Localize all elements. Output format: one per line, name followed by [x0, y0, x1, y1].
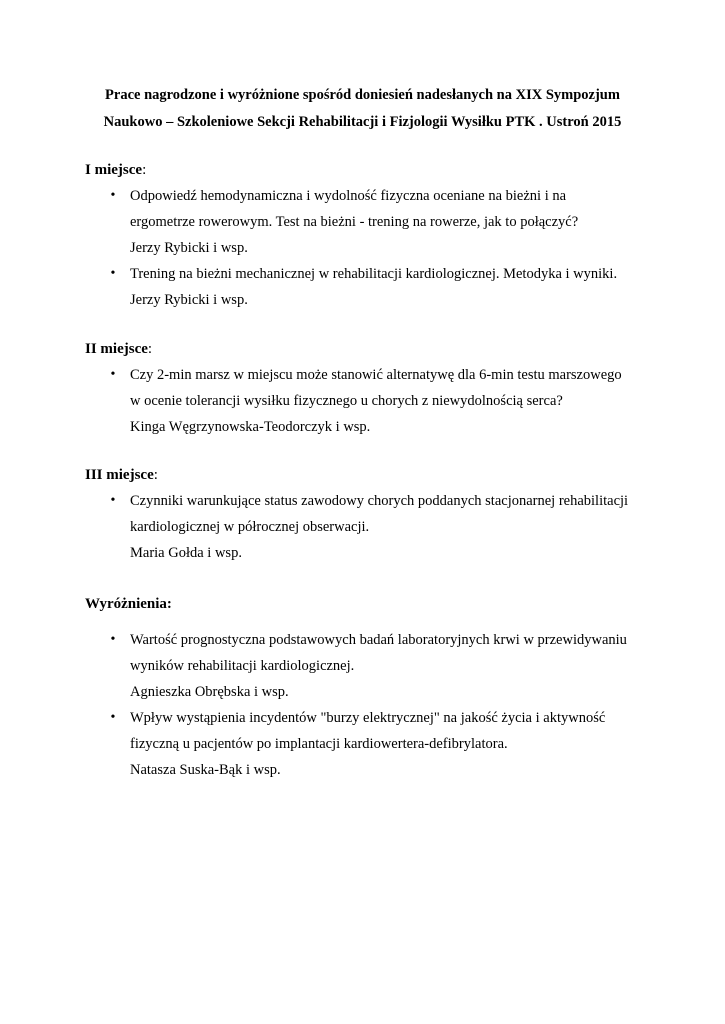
award-title-line: Wartość prognostyczna podstawowych badań laboratoryjnych krwi w przewidywaniu: [130, 632, 627, 648]
award-title-line: Czynniki warunkujące status zawodowy chorych poddanych stacjonarnej rehabilitacji: [130, 493, 629, 509]
section-heading-label: III miejsce: [85, 467, 154, 483]
bullet-icon: •: [110, 188, 116, 203]
section-heading-colon: :: [153, 467, 158, 483]
award-title-line: kardiologicznej w półrocznej obserwacji.: [130, 519, 370, 535]
award-title-line: w ocenie tolerancji wysiłku fizycznego u chorych z niewydolnością serca?: [130, 393, 563, 409]
award-title-line: Trening na bieżni mechanicznej w rehabilitacji kardiologicznej. Metodyka i wyniki.: [130, 266, 618, 282]
award-list: [85, 627, 675, 783]
section-heading-label: I miejsce: [85, 162, 143, 178]
award-authors: Natasza Suska-Bąk i wsp.: [130, 762, 281, 778]
award-authors: Kinga Węgrzynowska-Teodorczyk i wsp.: [130, 419, 371, 435]
section-second-place: [85, 336, 675, 440]
award-item: [85, 362, 675, 440]
bullet-icon: •: [110, 632, 116, 647]
award-authors: Jerzy Rybicki i wsp.: [130, 240, 248, 256]
award-item: [85, 183, 675, 261]
section-heading: [85, 157, 675, 183]
award-title-line: Odpowiedź hemodynamiczna i wydolność fizyczna oceniane na bieżni i na: [130, 188, 567, 204]
bullet-icon: •: [110, 493, 116, 508]
section-first-place: [85, 157, 675, 313]
title-line-1: Prace nagrodzone i wyróżnione spośród doniesień nadesłanych na XIX Sympozjum: [105, 87, 620, 103]
section-heading-label: Wyróżnienia:: [85, 596, 172, 612]
award-list: [85, 488, 675, 566]
section-heading: [85, 591, 675, 617]
award-list: [85, 362, 675, 440]
award-title-line: wyników rehabilitacji kardiologicznej.: [130, 658, 355, 674]
bullet-icon: •: [110, 266, 116, 281]
award-authors: Maria Gołda i wsp.: [130, 545, 242, 561]
title-line-2: Naukowo – Szkoleniowe Sekcji Rehabilitacji i Fizjologii Wysiłku PTK . Ustroń 2015: [103, 114, 622, 130]
award-item: [85, 488, 675, 566]
section-heading: [85, 336, 675, 362]
bullet-icon: •: [110, 367, 116, 382]
document-title: [60, 82, 665, 136]
award-title-line: Czy 2-min marsz w miejscu może stanowić alternatywę dla 6-min testu marszowego: [130, 367, 622, 383]
award-item: [85, 627, 675, 705]
section-third-place: [85, 462, 675, 566]
award-authors: Jerzy Rybicki i wsp.: [130, 292, 248, 308]
section-heading-colon: :: [147, 341, 153, 357]
award-item: [85, 261, 675, 313]
award-list: [85, 183, 675, 313]
award-authors: Agnieszka Obrębska i wsp.: [130, 684, 289, 700]
award-title-line: Wpływ wystąpienia incydentów "burzy elektrycznej" na jakość życia i aktywność: [130, 710, 606, 726]
section-heading-colon: :: [142, 162, 147, 178]
award-item: [85, 705, 675, 783]
bullet-icon: •: [110, 710, 116, 725]
section-heading-label: II miejsce: [85, 341, 148, 357]
award-title-line: fizyczną u pacjentów po implantacji kardiowertera-defibrylatora.: [130, 736, 508, 752]
award-title-line: ergometrze rowerowym. Test na bieżni - trening na rowerze, jak to połączyć?: [130, 214, 579, 230]
section-heading: [85, 462, 675, 488]
section-distinctions: [85, 591, 675, 783]
